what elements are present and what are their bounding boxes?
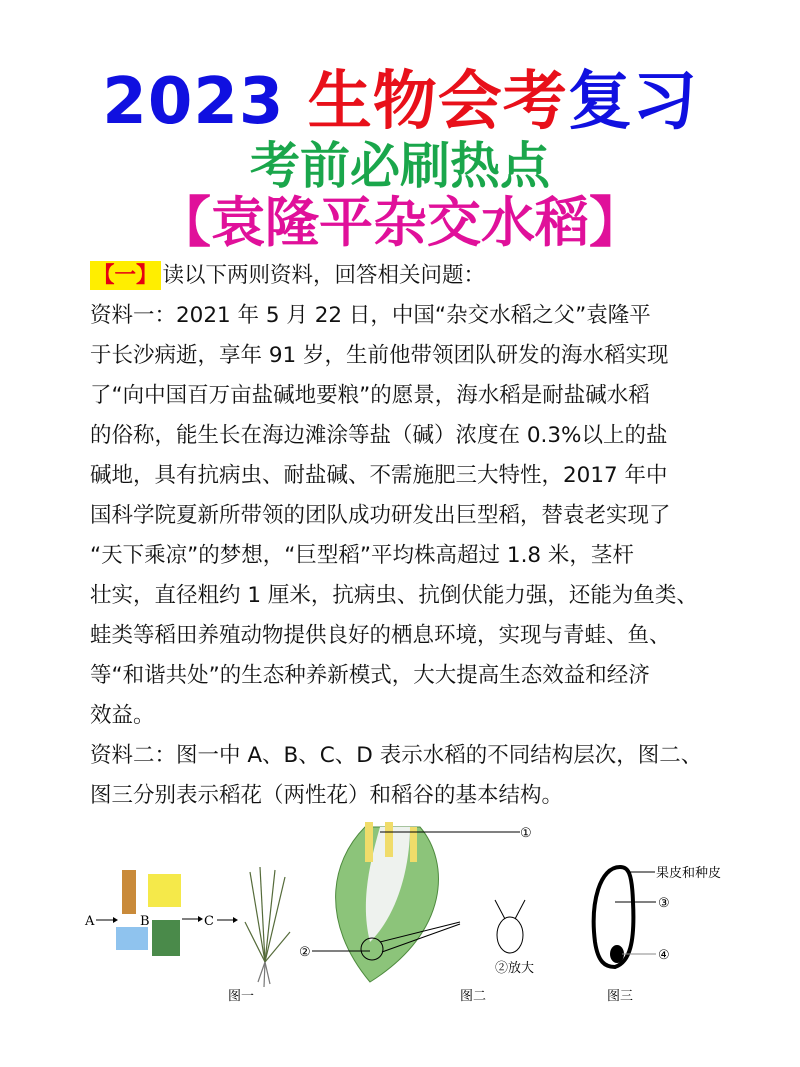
tissue-image — [122, 870, 136, 914]
intro: 读以下两则资料，回答相关问题： — [162, 263, 486, 288]
tissue-image — [116, 927, 148, 950]
body-text — [90, 256, 730, 816]
figure-two — [299, 822, 534, 1004]
pistil-enlarged — [497, 917, 523, 953]
rice-plant — [245, 867, 290, 987]
label-1: ① — [520, 826, 532, 841]
main-title — [0, 66, 800, 138]
caption-fig1: 图一 — [228, 989, 255, 1004]
label-enlarged: ②放大 — [495, 961, 535, 976]
label-4: ④ — [658, 948, 670, 963]
label-2: ② — [299, 945, 311, 960]
paragraph-line: 的俗称，能生长在海边滩涂等盐（碱）浓度在 0.3%以上的盐 — [90, 423, 668, 448]
paragraph-line: 碱地，具有抗病虫、耐盐碱、不需施肥三大特性，2017 年中 — [90, 463, 668, 488]
label-3: ③ — [658, 896, 670, 911]
paragraph-line: 资料一：2021 年 5 月 22 日，中国“杂交水稻之父”袁隆平 — [90, 303, 651, 328]
figure-three — [594, 865, 721, 1004]
label-b: B — [140, 914, 150, 929]
title-year: 2023 — [102, 65, 285, 139]
figure-one — [84, 867, 290, 1004]
tissue-image — [148, 874, 181, 907]
paragraph-line: 图三分别表示稻花（两性花）和稻谷的基本结构。 — [90, 783, 564, 808]
caption-fig2: 图二 — [460, 989, 487, 1004]
title-blue: 复习 — [567, 65, 698, 139]
paragraph-line: 等“和谐共处”的生态种养新模式，大大提高生态效益和经济 — [90, 663, 650, 688]
paragraph-line: 了“向中国百万亩盐碱地要粮”的愿景，海水稻是耐盐碱水稻 — [90, 383, 650, 408]
paragraph-line: 国科学院夏新所带领的团队成功研发出巨型稻，替袁老实现了 — [90, 503, 671, 528]
paragraph-line: “天下乘凉”的梦想，“巨型稻”平均株高超过 1.8 米，茎杆 — [90, 543, 634, 568]
caption-fig3: 图三 — [607, 989, 634, 1004]
paragraph-line: 蛙类等稻田养殖动物提供良好的栖息环境，实现与青蛙、鱼、 — [90, 623, 671, 648]
figure — [80, 822, 760, 1022]
subtitle: 考前必刷热点 — [250, 137, 550, 195]
title-red: 生物会考 — [284, 65, 568, 139]
paragraph-line: 于长沙病逝，享年 91 岁，生前他带领团队研发的海水稻实现 — [90, 343, 669, 368]
paragraph-line: 壮实，直径粗约 1 厘米，抗病虫、抗倒伏能力强，还能为鱼类、 — [90, 583, 698, 608]
label-c: C — [204, 914, 214, 929]
tissue-image — [152, 920, 180, 956]
section-tag: 【一】 — [90, 261, 161, 290]
paragraph-line: 效益。 — [90, 703, 155, 728]
label-a: A — [85, 914, 95, 929]
label-pericarp: 果皮和种皮 — [656, 866, 722, 881]
paragraph-line: 资料二：图一中 A、B、C、D 表示水稻的不同结构层次，图二、 — [90, 743, 703, 768]
topic-title: 【袁隆平杂交水稻】 — [157, 191, 643, 254]
